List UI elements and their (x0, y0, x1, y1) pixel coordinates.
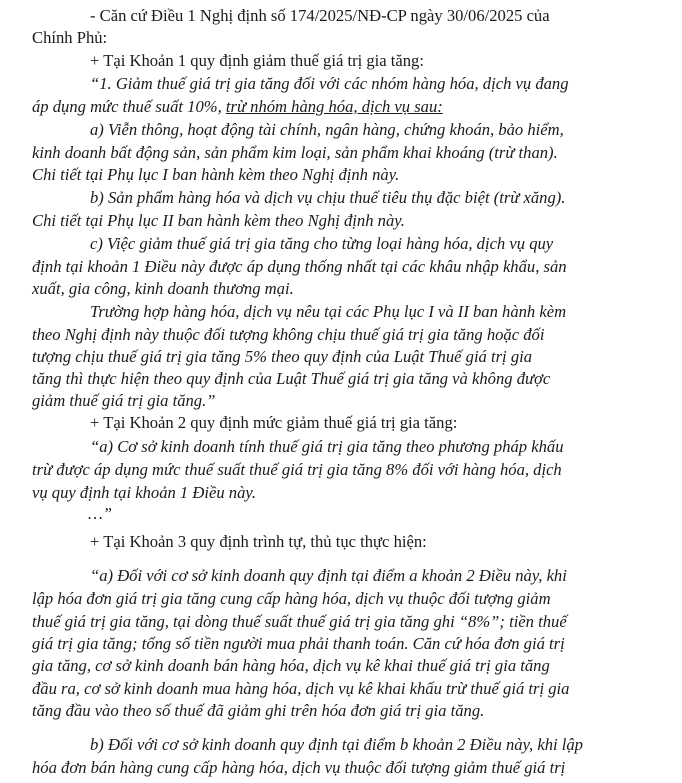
quoted-text-line: c) Việc giảm thuế giá trị gia tăng cho từng loại hàng hóa, dịch vụ quy (90, 234, 554, 253)
quoted-text-line: tượng chịu thuế giá trị gia tăng 5% theo quy định của Luật Thuế giá trị gia (32, 347, 533, 366)
quoted-text-line: “1. Giảm thuế giá trị gia tăng đối với các nhóm hàng hóa, dịch vụ đang (90, 74, 569, 93)
clause-heading: + Tại Khoản 3 quy định trình tự, thủ tục thực hiện: (90, 532, 427, 551)
quoted-text-line: a) Viễn thông, hoạt động tài chính, ngân hàng, chứng khoán, bảo hiểm, (90, 120, 564, 139)
quoted-text-line: Trường hợp hàng hóa, dịch vụ nêu tại các Phụ lục I và II ban hành kèm (90, 302, 567, 321)
quoted-text-line: vụ quy định tại khoản 1 Điều này. (32, 483, 256, 502)
legal-basis-line: - Căn cứ Điều 1 Nghị định số 174/2025/NĐ-CP ngày 30/06/2025 của (90, 6, 550, 25)
quoted-text-line: Chi tiết tại Phụ lục II ban hành kèm theo Nghị định này. (32, 211, 405, 230)
quoted-text-line: Chi tiết tại Phụ lục I ban hành kèm theo Nghị định này. (32, 165, 400, 184)
clause-heading: + Tại Khoản 1 quy định giảm thuế giá trị gia tăng: (90, 51, 424, 70)
quoted-text-line: đầu ra, cơ sở kinh doanh mua hàng hóa, dịch vụ kê khai khấu trừ thuế giá trị gia (32, 679, 570, 698)
quoted-text-line: xuất, gia công, kinh doanh thương mại. (32, 279, 294, 298)
legal-basis-line: Chính Phủ: (32, 28, 108, 47)
quoted-text-line: “a) Đối với cơ sở kinh doanh quy định tại điểm a khoản 2 Điều này, khi (90, 566, 567, 585)
clause-heading: + Tại Khoản 2 quy định mức giảm thuế giá trị gia tăng: (90, 413, 458, 432)
quoted-text-line: giảm thuế giá trị gia tăng.” (32, 391, 216, 410)
quoted-text-line: “a) Cơ sở kinh doanh tính thuế giá trị gia tăng theo phương pháp khấu (90, 437, 564, 456)
quoted-text-line: tăng đầu vào theo số thuế đã giảm ghi trên hóa đơn giá trị gia tăng. (32, 701, 485, 720)
quoted-text-line-underlined: áp dụng mức thuế suất 10%, trừ nhóm hàng hóa, dịch vụ sau: (32, 97, 443, 116)
quoted-text-line: lập hóa đơn giá trị gia tăng cung cấp hàng hóa, dịch vụ thuộc đối tượng giảm (32, 589, 551, 608)
quoted-text-line: trừ được áp dụng mức thuế suất thuế giá trị gia tăng 8% đối với hàng hóa, dịch (32, 460, 562, 479)
quoted-text-line: tăng thì thực hiện theo quy định của Luật Thuế giá trị gia tăng và không được (32, 369, 551, 388)
quoted-text-line: b) Đối với cơ sở kinh doanh quy định tại điểm b khoản 2 Điều này, khi lập (90, 735, 583, 754)
quoted-text-line: định tại khoản 1 Điều này được áp dụng thống nhất tại các khâu nhập khẩu, sản (32, 257, 567, 276)
cut-off-text-fragment (8, 0, 68, 3)
quoted-text-line: giá trị gia tăng; tổng số tiền người mua phải thanh toán. Căn cứ hóa đơn giá trị (32, 634, 565, 653)
quoted-text-line: …” (88, 504, 112, 523)
quoted-text-line: b) Sản phẩm hàng hóa và dịch vụ chịu thuế tiêu thụ đặc biệt (trừ xăng). (90, 188, 566, 207)
quoted-text-line: kinh doanh bất động sản, sản phẩm kim loại, sản phẩm khai khoáng (trừ than). (32, 143, 558, 162)
quoted-text-line (32, 97, 443, 117)
quoted-text-line: hóa đơn bán hàng cung cấp hàng hóa, dịch vụ thuộc đối tượng giảm thuế giá trị (32, 758, 566, 777)
quoted-text-line: thuế giá trị gia tăng, tại dòng thuế suất thuế giá trị gia tăng ghi “8%”; tiền thuế (32, 612, 567, 631)
quoted-text-line: gia tăng, cơ sở kinh doanh bán hàng hóa, dịch vụ kê khai thuế giá trị gia tăng (32, 656, 550, 675)
quoted-text-line: theo Nghị định này thuộc đối tượng không chịu thuế giá trị gia tăng hoặc đối (32, 325, 545, 344)
underlined-exception-text: trừ nhóm hàng hóa, dịch vụ sau: (225, 97, 443, 116)
